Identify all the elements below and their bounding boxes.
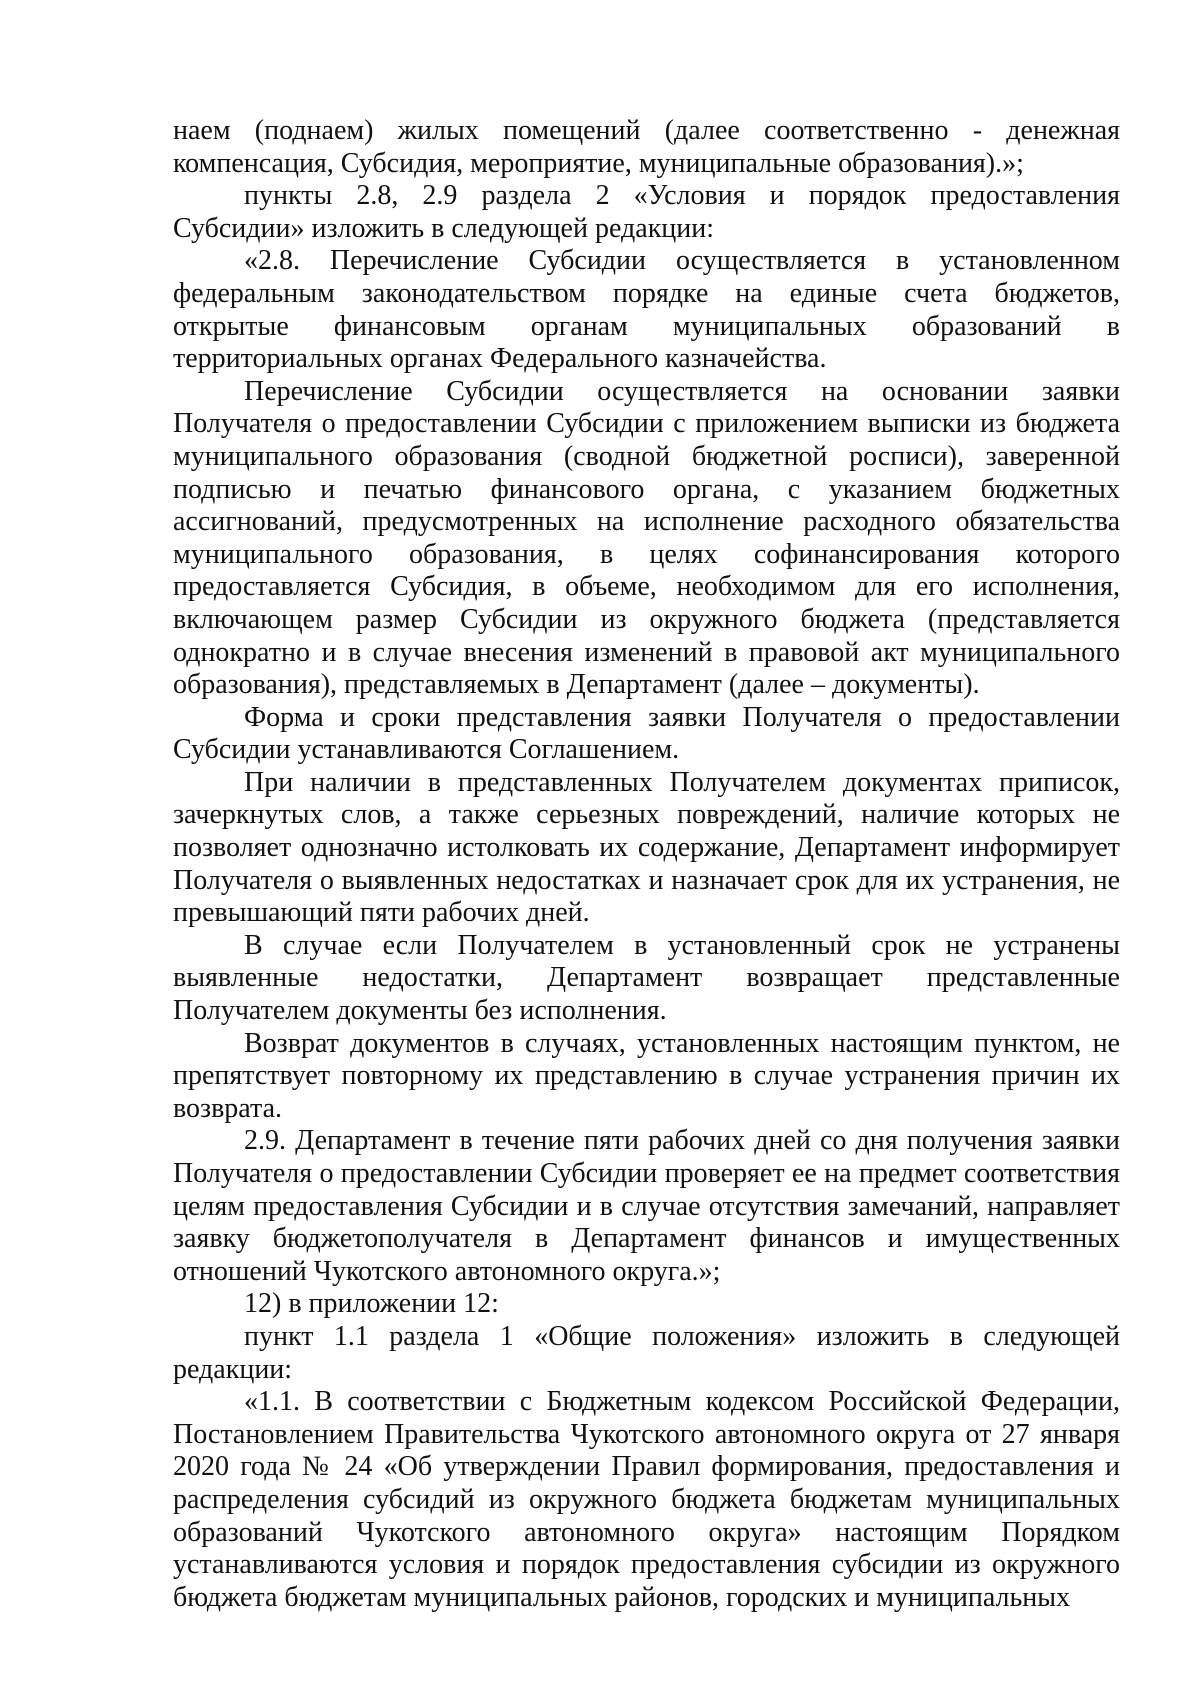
- paragraph-section-2-amendment: пункты 2.8, 2.9 раздела 2 «Условия и порядок предоставления Субсидии» изложить в следующей редакции:: [173, 180, 1120, 244]
- paragraph-clause-1-1-amendment: пункт 1.1 раздела 1 «Общие положения» изложить в следующей редакции:: [173, 1320, 1120, 1385]
- paragraph-application-form: Форма и сроки представления заявки Получателя о предоставлении Субсидии устанавливаются Соглашением.: [173, 701, 1120, 766]
- paragraph-clause-2-9: 2.9. Департамент в течение пяти рабочих дней со дня получения заявки Получателя о предоставлении Субсидии проверяет ее на предмет соответствия целям предоставления Субсидии и в случае отсутствия замечаний, направляет заявку бюджетополучателя в Департамент финансов и имущественных отношений Чукотского автономного округа.»;: [173, 1125, 1120, 1287]
- paragraph-appendix-12: 12) в приложении 12:: [244, 1288, 499, 1320]
- document-body: [173, 115, 1120, 1614]
- paragraph-document-defects: При наличии в представленных Получателем документах приписок, зачеркнутых слов, а также серьезных повреждений, наличие которых не позволяет однозначно истолковать их содержание, Департамент информирует Получателя о выявленных недостатках и назначает срок для их устранения, не превышающий пяти рабочих дней.: [173, 766, 1120, 929]
- paragraph-return-documents: В случае если Получателем в установленный срок не устранены выявленные недостатки, Департамент возвращает представленные Получателем документы без исполнения.: [173, 929, 1120, 1027]
- paragraph-clause-2-8: «2.8. Перечисление Субсидии осуществляется в установленном федеральным законодательством порядке на единые счета бюджетов, открытые финансовым органам муниципальных образований в территориальных органах Федерального казначейства.: [173, 245, 1120, 375]
- paragraph-clause-1-1: «1.1. В соответствии с Бюджетным кодексом Российской Федерации, Постановлением Правительства Чукотского автономного округа от 27 января 2020 года № 24 «Об утверждении Правил формирования, предоставления и распределения субсидий из окружного бюджета бюджетам муниципальных образований Чукотского автономного округа» настоящим Порядком устанавливаются условия и порядок предоставления субсидии из окружного бюджета бюджетам муниципальных районов, городских и муниципальных: [173, 1386, 1120, 1613]
- paragraph-resubmission: Возврат документов в случаях, установленных настоящим пунктом, не препятствует повторному их представлению в случае устранения причин их возврата.: [173, 1027, 1120, 1124]
- paragraph-continuation: наем (поднаем) жилых помещений (далее соответственно - денежная компенсация, Субсидия, мероприятие, муниципальные образования).»;: [173, 115, 1120, 179]
- paragraph-transfer-basis: Перечисление Субсидии осуществляется на основании заявки Получателя о предоставлении Субсидии с приложением выписки из бюджета муниципального образования (сводной бюджетной росписи), заверенной подписью и печатью финансового органа, с указанием бюджетных ассигнований, предусмотренных на исполнение расходного обязательства муниципального образования, в целях софинансирования которого предоставляется Субсидия, в объеме, необходимом для его исполнения, включающем размер Субсидии из окружного бюджета (представляется однократно и в случае внесения изменений в правовой акт муниципального образования), представляемых в Департамент (далее – документы).: [173, 375, 1120, 701]
